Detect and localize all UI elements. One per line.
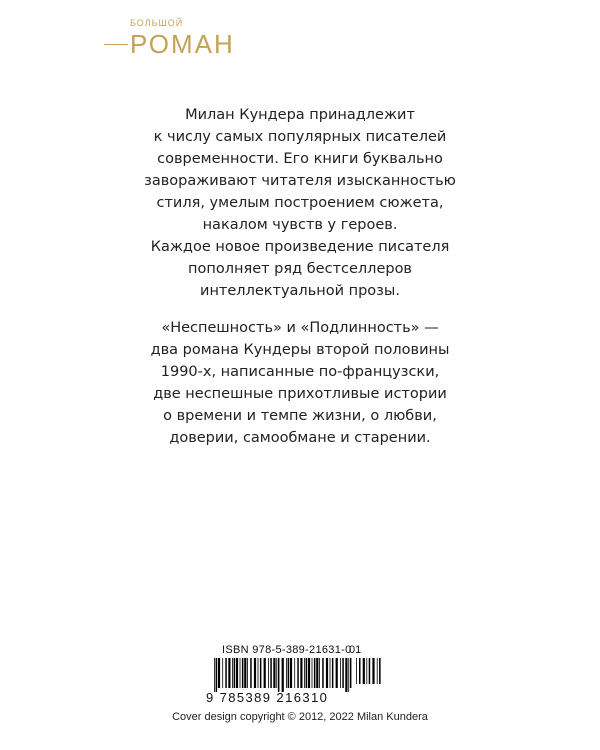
barcode-bar — [322, 658, 324, 688]
barcode-bar — [244, 658, 246, 688]
barcode-bar — [258, 658, 259, 688]
barcode-bar — [366, 658, 367, 684]
barcode-bar — [304, 658, 305, 688]
blurb-line: Милан Кундера принадлежит — [185, 107, 415, 123]
author-blurb — [120, 104, 480, 302]
barcode-bar — [222, 658, 223, 688]
blurb-line: Каждое новое произведение писателя — [150, 239, 450, 255]
barcode-bar — [278, 658, 280, 692]
barcode-bar — [356, 658, 357, 684]
blurb-line: 1990-х, написанные по-французски, — [160, 364, 440, 380]
barcode-bar — [348, 658, 349, 692]
barcode-bar — [260, 658, 262, 688]
barcode-bar — [290, 658, 292, 688]
blurb-line: «Неспешность» и «Подлинность» — — [161, 320, 439, 336]
barcode-bar — [379, 658, 381, 684]
barcode-bar — [264, 658, 266, 688]
blurb-line: современности. Его книги буквально — [157, 151, 443, 167]
barcode-bar — [236, 658, 238, 688]
barcode-image — [214, 658, 354, 692]
book-blurb — [120, 317, 480, 449]
barcode-bar — [372, 658, 374, 684]
logo-top-text: БОЛЬШОЙ — [130, 18, 184, 28]
barcode-bar — [340, 658, 341, 688]
barcode-bar — [276, 658, 277, 688]
blurb-line: накалом чувств у героев. — [202, 217, 398, 233]
barcode-bar — [350, 658, 352, 688]
barcode-bar — [363, 658, 365, 684]
barcode-bar — [232, 658, 233, 688]
barcode-bar — [312, 658, 313, 688]
barcode-bar — [314, 658, 316, 688]
barcode-addon-label: 01 — [349, 644, 362, 656]
blurb-line: две неспешные прихотливые истории — [153, 386, 447, 402]
isbn-label: ISBN 978-5-389-21631-0 — [222, 644, 352, 656]
barcode-bar — [247, 658, 248, 688]
barcode-bar — [300, 658, 302, 688]
barcode-bar — [297, 658, 299, 688]
barcode-bar — [319, 658, 320, 688]
logo-line-decoration — [104, 44, 128, 45]
barcode-bar — [270, 658, 272, 688]
barcode-bar — [306, 658, 308, 688]
blurb-line: завораживают читателя изысканностью — [144, 173, 456, 189]
barcode-bar — [359, 658, 361, 684]
barcode-bar — [268, 658, 269, 688]
barcode-bar — [250, 658, 252, 688]
barcode-bar — [288, 658, 290, 688]
barcode-bar — [225, 658, 227, 688]
barcode-bar — [273, 658, 275, 688]
barcode-bar — [377, 658, 378, 684]
blurb-line: доверии, самообмане и старении. — [169, 430, 431, 446]
barcode-bar — [345, 658, 347, 692]
barcode-addon-image — [356, 658, 384, 688]
barcode-bar — [214, 658, 215, 692]
blurb-line: два романа Кундеры второй половины — [150, 342, 450, 358]
barcode-bar — [286, 658, 287, 688]
copyright-notice: Cover design copyright © 2012, 2022 Milan Kundera — [172, 711, 428, 723]
barcode-bar — [282, 658, 284, 692]
blurb-line: к числу самых популярных писателей — [153, 129, 447, 145]
barcode-bar — [332, 658, 334, 688]
barcode-bar — [228, 658, 230, 688]
barcode-bar — [336, 658, 338, 688]
barcode-bar — [294, 658, 295, 688]
barcode-bar — [218, 658, 220, 688]
barcode-bar — [326, 658, 328, 688]
logo-main-text: РОМАН — [130, 29, 235, 59]
barcode-bar — [234, 658, 236, 688]
barcode-bar — [342, 658, 344, 688]
barcode-digits: 9 785389 216310 — [206, 690, 329, 705]
blurb-line: интеллектуальной прозы. — [200, 283, 400, 299]
barcode-bar — [316, 658, 318, 688]
barcode-bar — [330, 658, 331, 688]
barcode-bar — [216, 658, 218, 692]
barcode-bar — [308, 658, 310, 688]
blurb-line: пополняет ряд бестселлеров — [188, 261, 412, 277]
barcode-bar — [242, 658, 244, 688]
barcode-bar — [369, 658, 371, 684]
barcode-bar — [254, 658, 256, 688]
blurb-line: стиля, умелым построением сюжета, — [156, 195, 444, 211]
blurb-line: о времени и темпе жизни, о любви, — [163, 408, 437, 424]
publisher-series-logo — [104, 18, 235, 68]
barcode-bar — [240, 658, 241, 688]
